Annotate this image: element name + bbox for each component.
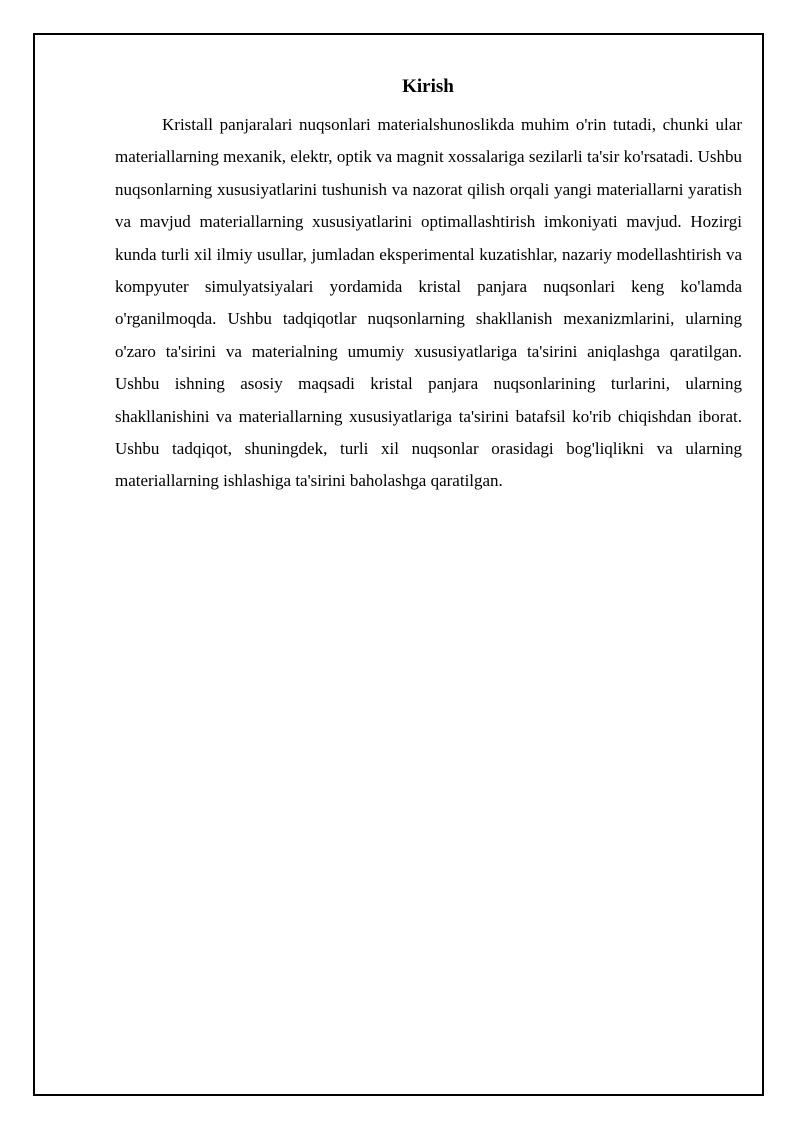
- section-heading: Kirish: [402, 76, 454, 97]
- intro-paragraph: Kristall panjaralari nuqsonlari materialshunoslikda muhim o'rin tutadi, chunki ular materiallarning mexanik, elektr, optik va magnit xossalariga sezilarli ta'sir ko'rsatadi. Ushbu nuqsonlarning xususiyatlarini tushunish va nazorat qilish orqali yangi materiallarni yaratish va mavjud materiallarning xususiyatlarini optimallashtirish imkoniyati mavjud. Hozirgi kunda turli xil ilmiy usullar, jumladan eksperimental kuzatishlar, nazariy modellashtirish va kompyuter simulyatsiyalari yordamida kristal panjara nuqsonlari keng ko'lamda o'rganilmoqda. Ushbu tadqiqotlar nuqsonlarning shakllanish mexanizmlarini, ularning o'zaro ta'sirini va materialning umumiy xususiyatlariga ta'sirini aniqlashga qaratilgan. Ushbu ishning asosiy maqsadi kristal panjara nuqsonlarining turlarini, ularning shakllanishini va materiallarning xususiyatlariga ta'sirini batafsil ko'rib chiqishdan iborat. Ushbu tadqiqot, shuningdek, turli xil nuqsonlar orasidagi bog'liqlikni va ularning materiallarning ishlashiga ta'sirini baholashga qaratilgan.: [115, 115, 742, 491]
